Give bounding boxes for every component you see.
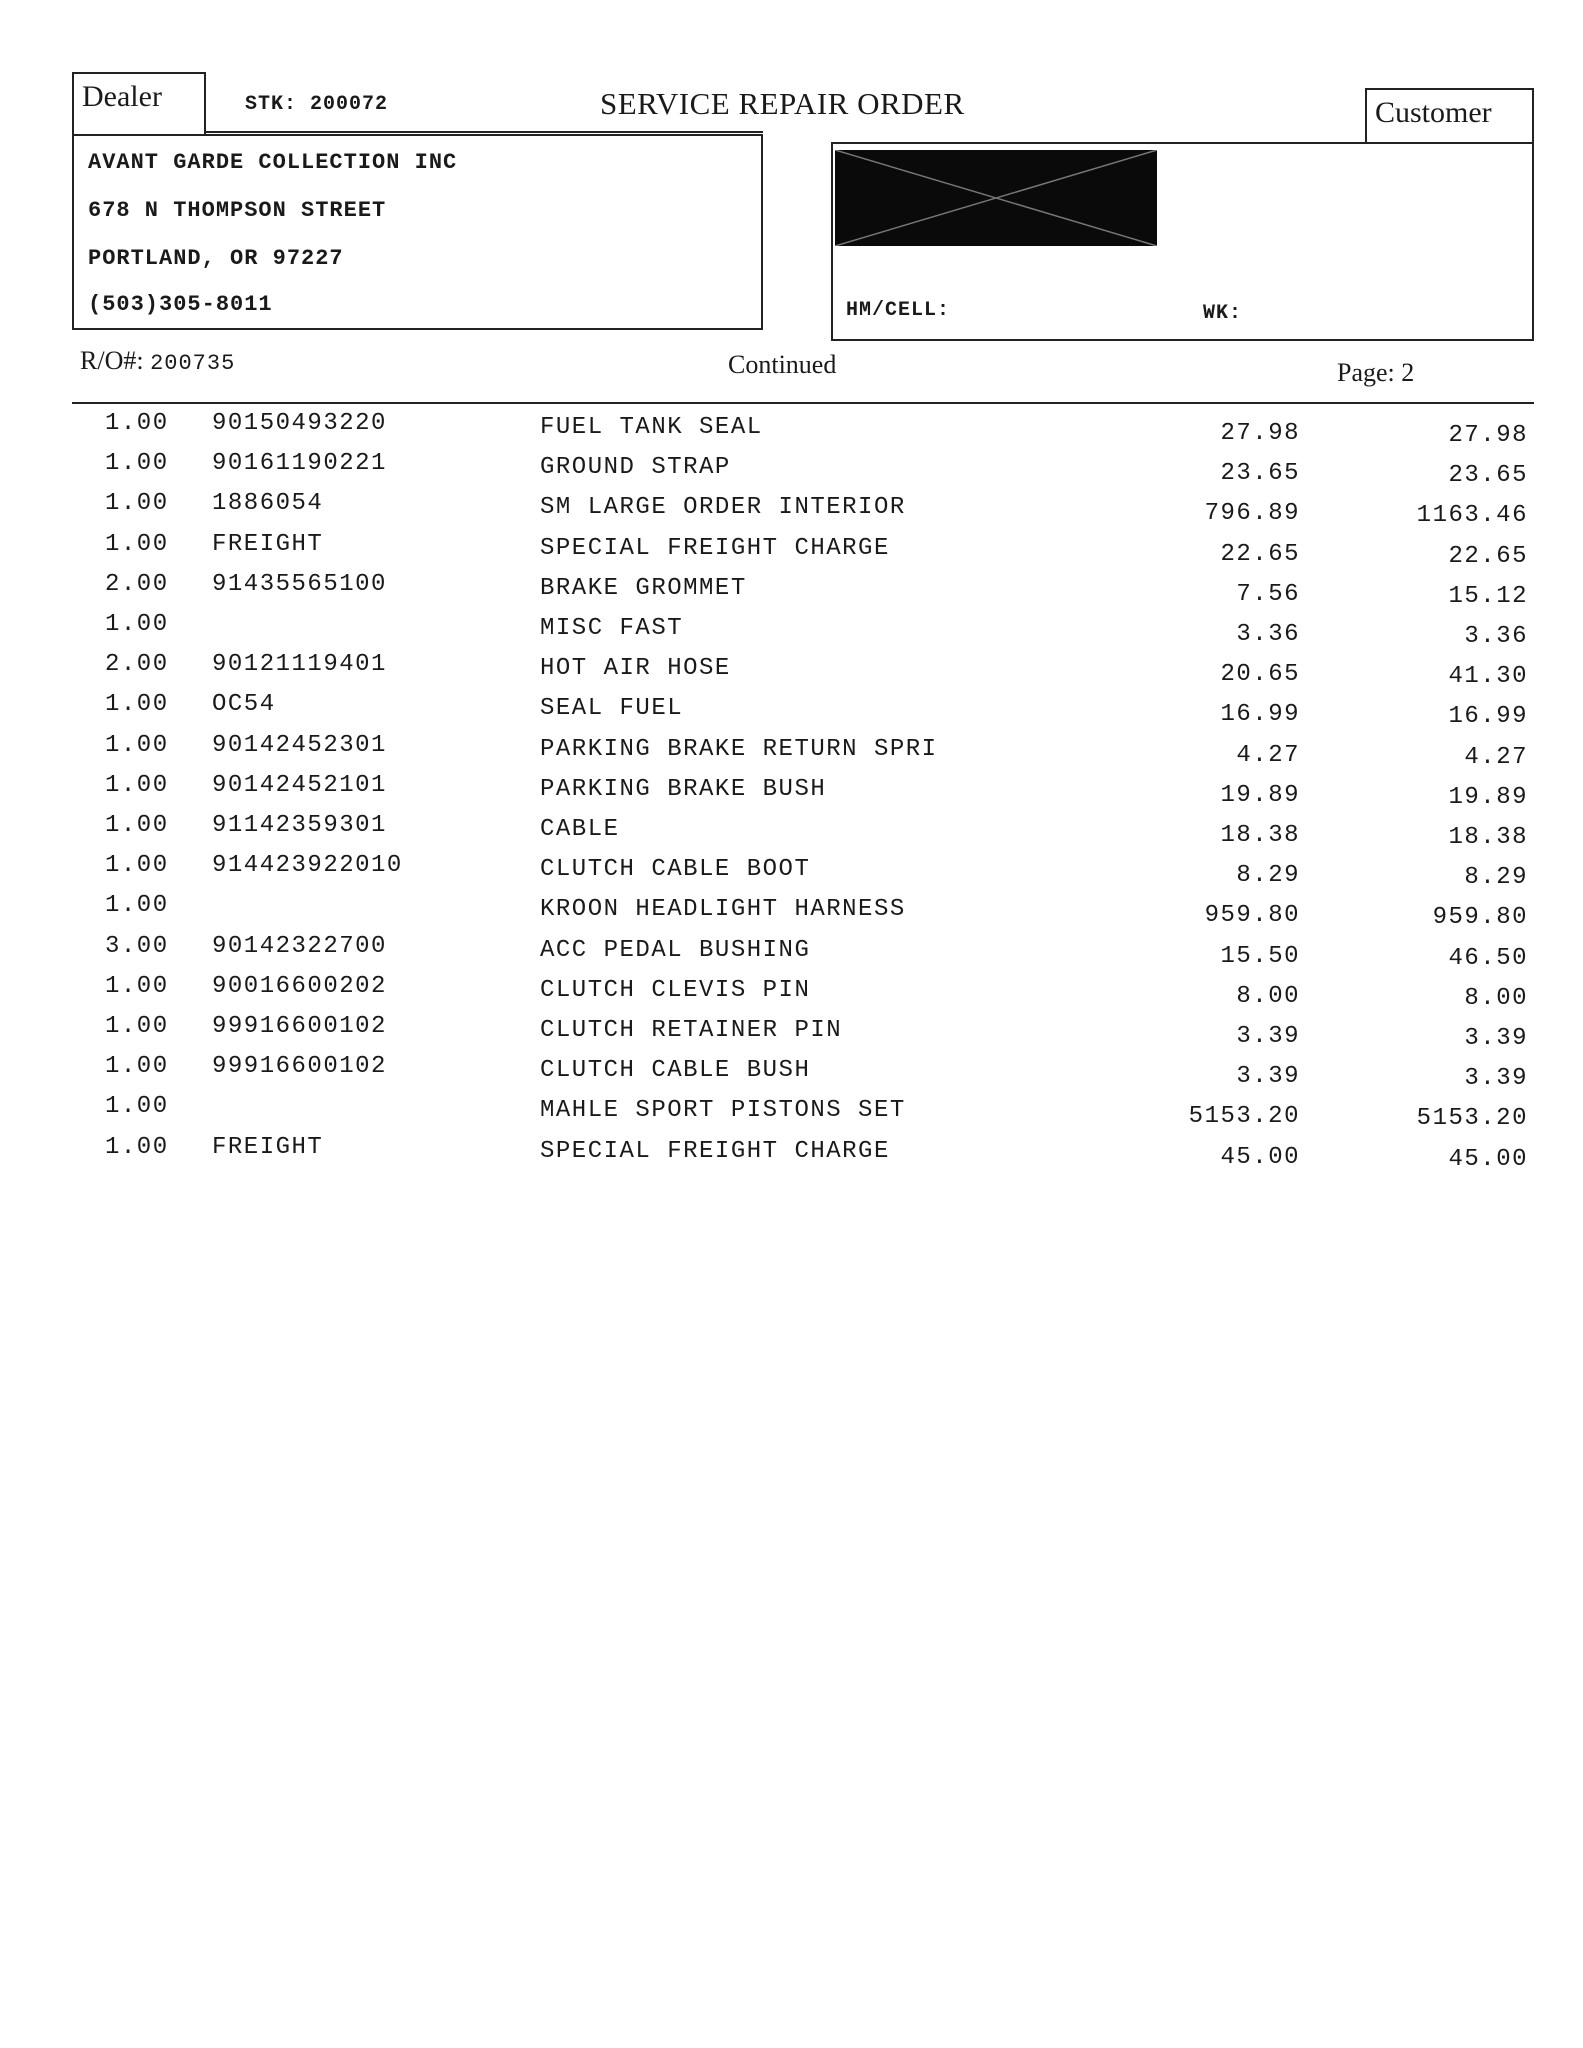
item-unit-price: 3.36 bbox=[1236, 621, 1300, 648]
item-unit-price: 3.39 bbox=[1236, 1063, 1300, 1090]
continued-status: Continued bbox=[728, 350, 837, 379]
item-unit-price: 15.50 bbox=[1220, 943, 1300, 970]
item-unit-price: 16.99 bbox=[1220, 701, 1300, 728]
table-row bbox=[0, 490, 1583, 530]
item-total: 959.80 bbox=[1432, 904, 1528, 931]
item-description: KROON HEADLIGHT HARNESS bbox=[540, 896, 906, 923]
item-part-number: 90142452101 bbox=[212, 772, 387, 799]
item-total: 3.36 bbox=[1464, 623, 1528, 650]
item-part-number: 1886054 bbox=[212, 490, 324, 517]
item-description: MAHLE SPORT PISTONS SET bbox=[540, 1097, 906, 1124]
item-description: MISC FAST bbox=[540, 615, 684, 642]
item-qty: 1.00 bbox=[105, 691, 169, 718]
item-description: SPECIAL FREIGHT CHARGE bbox=[540, 1138, 890, 1165]
item-unit-price: 3.39 bbox=[1236, 1023, 1300, 1050]
item-description: GROUND STRAP bbox=[540, 454, 731, 481]
item-part-number: FREIGHT bbox=[212, 1134, 324, 1161]
item-unit-price: 45.00 bbox=[1220, 1144, 1300, 1171]
item-description: PARKING BRAKE BUSH bbox=[540, 776, 827, 803]
item-unit-price: 19.89 bbox=[1220, 782, 1300, 809]
table-row bbox=[0, 450, 1583, 490]
item-total: 27.98 bbox=[1448, 422, 1528, 449]
item-unit-price: 5153.20 bbox=[1188, 1103, 1300, 1130]
item-total: 19.89 bbox=[1448, 784, 1528, 811]
item-description: CABLE bbox=[540, 816, 620, 843]
item-part-number: 99916600102 bbox=[212, 1013, 387, 1040]
item-unit-price: 8.29 bbox=[1236, 862, 1300, 889]
item-qty: 1.00 bbox=[105, 410, 169, 437]
item-total: 22.65 bbox=[1448, 543, 1528, 570]
item-qty: 1.00 bbox=[105, 490, 169, 517]
hm-cell-label: HM/CELL: bbox=[846, 299, 951, 322]
item-total: 41.30 bbox=[1448, 663, 1528, 690]
table-row bbox=[0, 772, 1583, 812]
item-unit-price: 4.27 bbox=[1236, 742, 1300, 769]
item-part-number: 90016600202 bbox=[212, 973, 387, 1000]
item-total: 15.12 bbox=[1448, 583, 1528, 610]
item-qty: 2.00 bbox=[105, 571, 169, 598]
item-description: CLUTCH CLEVIS PIN bbox=[540, 977, 811, 1004]
item-qty: 1.00 bbox=[105, 812, 169, 839]
item-description: SPECIAL FREIGHT CHARGE bbox=[540, 535, 890, 562]
item-unit-price: 796.89 bbox=[1204, 500, 1300, 527]
table-row bbox=[0, 571, 1583, 611]
item-description: CLUTCH CABLE BUSH bbox=[540, 1057, 811, 1084]
item-total: 23.65 bbox=[1448, 462, 1528, 489]
ro-label: R/O#: bbox=[80, 346, 144, 375]
item-qty: 1.00 bbox=[105, 1053, 169, 1080]
item-description: PARKING BRAKE RETURN SPRI bbox=[540, 736, 938, 763]
table-row bbox=[0, 892, 1583, 932]
item-qty: 1.00 bbox=[105, 531, 169, 558]
item-part-number: OC54 bbox=[212, 691, 276, 718]
ro-value: 200735 bbox=[150, 351, 236, 376]
item-total: 45.00 bbox=[1448, 1146, 1528, 1173]
item-description: CLUTCH CABLE BOOT bbox=[540, 856, 811, 883]
item-unit-price: 27.98 bbox=[1220, 420, 1300, 447]
item-total: 4.27 bbox=[1464, 744, 1528, 771]
table-row bbox=[0, 933, 1583, 973]
item-description: SEAL FUEL bbox=[540, 695, 684, 722]
item-part-number: 91435565100 bbox=[212, 571, 387, 598]
item-unit-price: 23.65 bbox=[1220, 460, 1300, 487]
dealer-street: 678 N THOMPSON STREET bbox=[88, 198, 387, 223]
table-row bbox=[0, 1134, 1583, 1174]
table-row bbox=[0, 1013, 1583, 1053]
item-description: SM LARGE ORDER INTERIOR bbox=[540, 494, 906, 521]
item-part-number: 90121119401 bbox=[212, 651, 387, 678]
item-total: 5153.20 bbox=[1416, 1105, 1528, 1132]
item-unit-price: 959.80 bbox=[1204, 902, 1300, 929]
item-total: 8.29 bbox=[1464, 864, 1528, 891]
item-part-number: 91142359301 bbox=[212, 812, 387, 839]
item-part-number: 90142452301 bbox=[212, 732, 387, 759]
table-row bbox=[0, 1053, 1583, 1093]
item-unit-price: 8.00 bbox=[1236, 983, 1300, 1010]
dealer-label: Dealer bbox=[82, 80, 162, 113]
item-total: 8.00 bbox=[1464, 985, 1528, 1012]
table-row bbox=[0, 531, 1583, 571]
item-part-number: 914423922010 bbox=[212, 852, 403, 879]
stk-value: 200072 bbox=[310, 93, 389, 116]
table-row bbox=[0, 812, 1583, 852]
item-qty: 1.00 bbox=[105, 1093, 169, 1120]
dealer-name: AVANT GARDE COLLECTION INC bbox=[88, 150, 458, 175]
page-label: Page: bbox=[1337, 358, 1395, 387]
dealer-phone: (503)305-8011 bbox=[88, 292, 273, 317]
table-row bbox=[0, 1093, 1583, 1133]
table-row bbox=[0, 651, 1583, 691]
item-qty: 1.00 bbox=[105, 732, 169, 759]
item-part-number: 90150493220 bbox=[212, 410, 387, 437]
item-description: BRAKE GROMMET bbox=[540, 575, 747, 602]
item-description: FUEL TANK SEAL bbox=[540, 414, 763, 441]
page-title: SERVICE REPAIR ORDER bbox=[600, 86, 965, 121]
redaction-cross-icon bbox=[835, 150, 1157, 246]
page-number bbox=[1337, 358, 1414, 388]
page-value: 2 bbox=[1401, 358, 1415, 387]
item-part-number: FREIGHT bbox=[212, 531, 324, 558]
item-qty: 3.00 bbox=[105, 933, 169, 960]
table-row bbox=[0, 973, 1583, 1013]
item-unit-price: 22.65 bbox=[1220, 541, 1300, 568]
table-row bbox=[0, 611, 1583, 651]
wk-label: WK: bbox=[1203, 302, 1243, 325]
stk-key: STK: bbox=[245, 93, 298, 116]
item-qty: 1.00 bbox=[105, 973, 169, 1000]
table-row bbox=[0, 691, 1583, 731]
customer-label: Customer bbox=[1375, 96, 1492, 129]
item-unit-price: 18.38 bbox=[1220, 822, 1300, 849]
table-row bbox=[0, 732, 1583, 772]
item-part-number: 99916600102 bbox=[212, 1053, 387, 1080]
item-total: 16.99 bbox=[1448, 703, 1528, 730]
dealer-city: PORTLAND, OR 97227 bbox=[88, 246, 344, 271]
item-description: ACC PEDAL BUSHING bbox=[540, 937, 811, 964]
item-description: CLUTCH RETAINER PIN bbox=[540, 1017, 843, 1044]
item-qty: 1.00 bbox=[105, 852, 169, 879]
item-qty: 1.00 bbox=[105, 772, 169, 799]
item-unit-price: 7.56 bbox=[1236, 581, 1300, 608]
item-qty: 1.00 bbox=[105, 892, 169, 919]
table-row bbox=[0, 410, 1583, 450]
item-qty: 2.00 bbox=[105, 651, 169, 678]
item-total: 46.50 bbox=[1448, 945, 1528, 972]
header-divider bbox=[72, 402, 1534, 404]
table-row bbox=[0, 852, 1583, 892]
item-qty: 1.00 bbox=[105, 450, 169, 477]
item-description: HOT AIR HOSE bbox=[540, 655, 731, 682]
item-qty: 1.00 bbox=[105, 1134, 169, 1161]
ro-number bbox=[80, 346, 235, 376]
item-unit-price: 20.65 bbox=[1220, 661, 1300, 688]
item-total: 3.39 bbox=[1464, 1065, 1528, 1092]
item-total: 1163.46 bbox=[1416, 502, 1528, 529]
item-total: 18.38 bbox=[1448, 824, 1528, 851]
item-qty: 1.00 bbox=[105, 1013, 169, 1040]
item-total: 3.39 bbox=[1464, 1025, 1528, 1052]
stk-label bbox=[245, 93, 388, 116]
redacted-customer-info bbox=[835, 150, 1157, 246]
item-part-number: 90161190221 bbox=[212, 450, 387, 477]
item-part-number: 90142322700 bbox=[212, 933, 387, 960]
item-qty: 1.00 bbox=[105, 611, 169, 638]
